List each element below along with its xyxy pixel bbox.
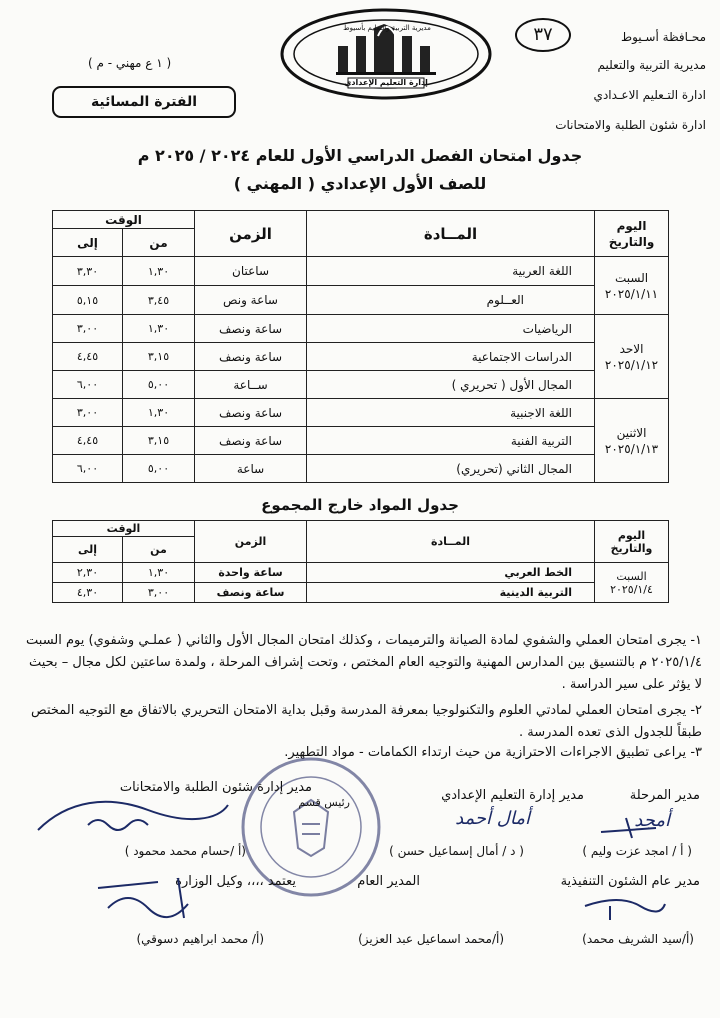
schedule-title: جدول امتحان الفصل الدراسي الأول للعام ٢٠٢٤ / ٢٠٢٥ م [137, 146, 583, 165]
subject-cell: الدراسات الاجتماعية [307, 343, 595, 371]
header-time: الوقت [53, 211, 195, 229]
table-row [53, 427, 669, 455]
day-cell [595, 563, 669, 603]
duration-cell: ساعة ونصف [195, 399, 307, 427]
page-number-badge: ٣٧ [515, 18, 571, 52]
day-name: الاثنين [616, 425, 647, 440]
logo-text-bottom: إدارة التعليم الإعدادي [344, 78, 428, 87]
header-duration: الزمن [195, 521, 307, 563]
table-row [53, 257, 669, 286]
day-date: ٢٠٢٥/١/١٢ [604, 357, 659, 372]
subject-cell: التربية الفنية [307, 427, 595, 455]
table-row [53, 343, 669, 371]
prep-admin-title: مدير إدارة التعليم الإعدادي [441, 788, 584, 803]
administration-label: ادارة التـعليم الاعـدادي [593, 88, 706, 102]
header-subject: المــادة [307, 211, 595, 257]
duration-cell: ســاعة [195, 371, 307, 399]
to-cell: ٤,٤٥ [53, 343, 123, 371]
undersecretary-signature-scribble [88, 868, 218, 938]
from-cell: ١,٣٠ [123, 563, 195, 583]
exec-affairs-title: مدير عام الشئون التنفيذية [560, 874, 700, 889]
logo-text-top: مديرية التربية والتعليم بأسيوط [343, 24, 431, 32]
header-date: والتاريخ [608, 234, 655, 249]
to-cell: ٢,٣٠ [53, 563, 123, 583]
day-date: ٢٠٢٥/١/١٣ [604, 441, 659, 456]
from-cell: ١,٣٠ [123, 257, 195, 286]
approval-title: يعتمد ،،،، وكيل الوزارة [175, 874, 296, 889]
schedule-subtitle: للصف الأول الإعدادي ( المهني ) [233, 174, 487, 193]
to-cell: ٥,١٥ [53, 286, 123, 315]
to-cell: ٣,٣٠ [53, 257, 123, 286]
duration-cell: ساعة ونصف [195, 315, 307, 343]
from-cell: ٥,٠٠ [123, 455, 195, 483]
affairs-admin-name: (أ /حسام محمد محمود ) [124, 844, 246, 858]
affairs-admin-title: مدير إدارة شئون الطلبة والامتحانات [119, 780, 312, 795]
day-cell [595, 399, 669, 483]
affairs-signature-scribble [28, 790, 238, 850]
table-row [53, 399, 669, 427]
directorate-logo [278, 6, 494, 102]
stage-manager-title: مدير المرحلة [629, 788, 700, 803]
header-to: إلى [53, 229, 123, 257]
section-head-title: رئيس قسم [298, 796, 350, 809]
from-cell: ٣,٠٠ [123, 583, 195, 603]
day-date: ٢٠٢٥/١/٤ [610, 582, 653, 596]
stage-manager-name: ( أ / امجد عزت وليم ) [582, 844, 692, 858]
header-subject: المــادة [307, 521, 595, 563]
header-day-date [595, 521, 669, 563]
from-cell: ٣,١٥ [123, 343, 195, 371]
header-to: إلى [53, 537, 123, 563]
duration-cell: ساعة ونص [195, 286, 307, 315]
exam-schedule-table [52, 210, 669, 483]
header-duration: الزمن [195, 211, 307, 257]
day-date: ٢٠٢٥/١/١١ [604, 286, 659, 301]
subject-cell: التربية الدينية [307, 583, 595, 603]
from-cell: ١,٣٠ [123, 315, 195, 343]
duration-cell: ساعة ونصف [195, 343, 307, 371]
header-from: من [123, 229, 195, 257]
day-name: الاحد [619, 341, 644, 356]
table-row [53, 286, 669, 315]
day-name: السبت [616, 569, 647, 583]
exec-affairs-signature-scribble [580, 892, 670, 924]
grade-code: ( ١ ع مهني - م ) [88, 56, 172, 70]
subject-cell: المجال الأول ( تحريري ) [307, 371, 595, 399]
period-box: الفترة المسائية [52, 86, 236, 118]
from-cell: ٣,١٥ [123, 427, 195, 455]
to-cell: ٤,٤٥ [53, 427, 123, 455]
undersecretary-name: (أ/ محمد ابراهيم دسوقي) [136, 932, 264, 946]
note-3: ٣- يراعى تطبيق الاجراءات الاحترازية من حيث ارتداء الكمامات - مواد التطهير. [284, 745, 702, 760]
header-day: اليوم [616, 218, 647, 233]
to-cell: ٦,٠٠ [53, 455, 123, 483]
subject-cell: الخط العربي [307, 563, 595, 583]
affairs-label: ادارة شئون الطلبة والامتحانات [555, 118, 706, 132]
note-1: ١- يجرى امتحان العملي والشفوي لمادة الصيانة والترميمات ، وكذلك امتحان المجال الأول والثاني ( عملـي وشفوي) يوم السبت ٢٠٢٥/١/٤ م بالتنسيق بين المدارس المهنية والتوجيه العام المختص ، وتحت إشراف المرحلة ، ولمدة ساعتين لكل مجال – بحيث لا يؤثر على سير الدراسة . [26, 633, 702, 692]
to-cell: ٦,٠٠ [53, 371, 123, 399]
day-cell [595, 257, 669, 315]
header-day-date [595, 211, 669, 257]
to-cell: ٤,٣٠ [53, 583, 123, 603]
to-cell: ٣,٠٠ [53, 399, 123, 427]
table-row [53, 563, 669, 583]
to-cell: ٣,٠٠ [53, 315, 123, 343]
duration-cell: ساعة ونصف [195, 583, 307, 603]
day-name: السبت [614, 270, 649, 285]
general-manager-title: المدير العام [357, 874, 420, 889]
table-row [53, 371, 669, 399]
header-date: والتاريخ [610, 541, 653, 555]
from-cell: ٥,٠٠ [123, 371, 195, 399]
extra-subjects-table [52, 520, 669, 603]
table-row [53, 315, 669, 343]
prep-admin-signature: أمال أحمد [455, 808, 530, 829]
header-time: الوقت [53, 521, 195, 537]
prep-admin-name: ( د / أمال إسماعيل حسن ) [389, 844, 524, 858]
governorate-label: محـافظة أسـيوط [621, 30, 706, 44]
duration-cell: ساعة ونصف [195, 427, 307, 455]
note-2: ٢- يجرى امتحان العملي لمادتي العلوم والتكنولوجيا بمعرفة المدرسة وقبل بداية الامتحان التحريري بالاتفاق مع التوجيه المختص طبقاً للجدول الذى تعده المدرسة . [31, 703, 702, 740]
directorate-label: مديرية التربية والتعليم [597, 58, 706, 72]
stage-signature-scribble [596, 812, 676, 842]
general-manager-name: (أ/محمد اسماعيل عبد العزيز) [358, 932, 504, 946]
duration-cell: ساعة [195, 455, 307, 483]
from-cell: ١,٣٠ [123, 399, 195, 427]
header-day: اليوم [617, 528, 646, 542]
subject-cell: اللغة الاجنبية [307, 399, 595, 427]
header-from: من [123, 537, 195, 563]
duration-cell: ساعة واحدة [195, 563, 307, 583]
subject-cell: العــلوم [307, 286, 595, 315]
exec-affairs-name: (أ/سيد الشريف محمد) [582, 932, 694, 946]
subject-cell: الرياضيات [307, 315, 595, 343]
subject-cell: المجال الثاني (تحريري) [307, 455, 595, 483]
subject-cell: اللغة العربية [307, 257, 595, 286]
stage-signature: أمجد [634, 810, 670, 831]
duration-cell: ساعتان [195, 257, 307, 286]
table-row [53, 583, 669, 603]
table-row [53, 455, 669, 483]
second-table-title: جدول المواد خارج المجموع [261, 496, 459, 514]
from-cell: ٣,٤٥ [123, 286, 195, 315]
day-cell [595, 315, 669, 399]
